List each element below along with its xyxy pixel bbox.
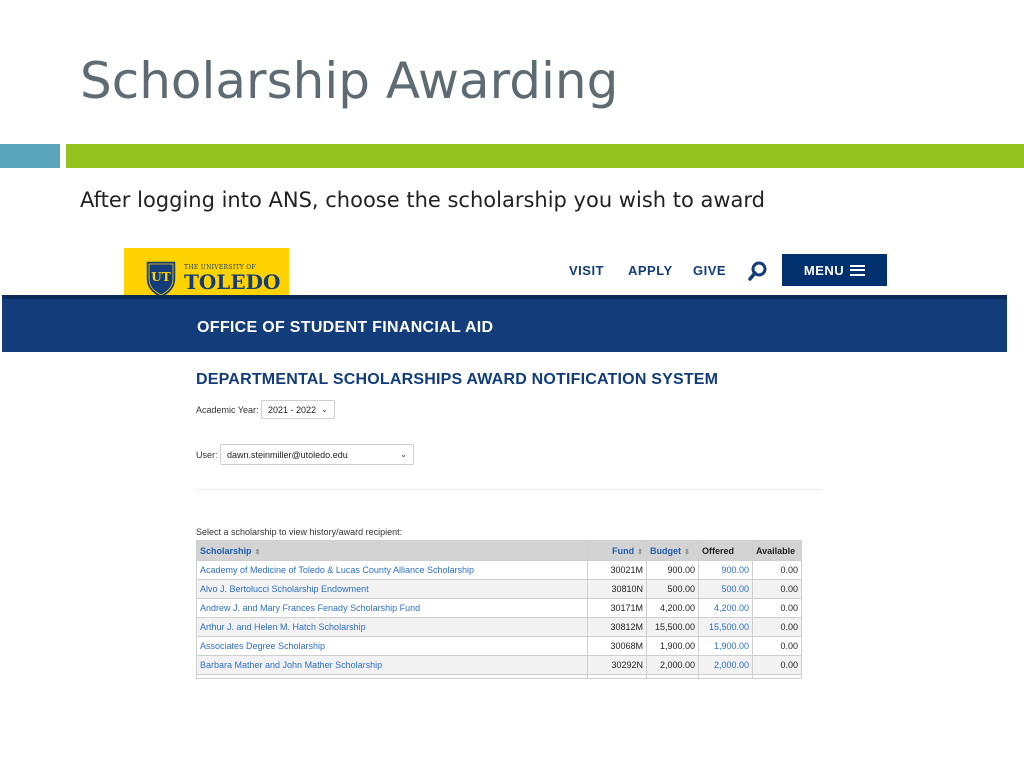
- offered-link[interactable]: 15,500.00: [699, 618, 753, 637]
- available-cell: 0.00: [753, 599, 802, 618]
- offered-link[interactable]: 2,000.00: [699, 656, 753, 675]
- fund-cell: 30068M: [588, 637, 647, 656]
- divider: [196, 489, 822, 490]
- nav-apply-link[interactable]: APPLY: [628, 263, 673, 278]
- logo-big-text: TOLEDO: [184, 270, 281, 294]
- budget-cell: 500.00: [647, 580, 699, 599]
- fund-cell: 30171M: [588, 599, 647, 618]
- fund-cell: 30812M: [588, 618, 647, 637]
- column-header-fund[interactable]: Fund ⇕: [588, 541, 647, 561]
- scholarship-link[interactable]: Andrew J. and Mary Frances Fenady Scholarship Fund: [197, 599, 588, 618]
- fund-cell: 30810N: [588, 580, 647, 599]
- column-header-scholarship[interactable]: Scholarship ⇕: [197, 541, 588, 561]
- available-cell: 0.00: [753, 580, 802, 599]
- budget-cell: 1,900.00: [647, 637, 699, 656]
- slide-body-text: After logging into ANS, choose the scholarship you wish to award: [80, 188, 766, 212]
- office-title: OFFICE OF STUDENT FINANCIAL AID: [197, 319, 494, 336]
- sort-icon: ⇕: [684, 548, 690, 556]
- fund-cell: 30292N: [588, 656, 647, 675]
- sort-icon: ⇕: [254, 548, 261, 556]
- table-row: [197, 637, 802, 656]
- academic-year-select[interactable]: [261, 400, 335, 419]
- offered-link[interactable]: 4,200.00: [699, 599, 753, 618]
- table-row: [197, 656, 802, 675]
- accent-bar-green: [66, 144, 1024, 168]
- budget-cell: 2,000.00: [647, 656, 699, 675]
- nav-visit-link[interactable]: VISIT: [569, 263, 605, 278]
- system-title: DEPARTMENTAL SCHOLARSHIPS AWARD NOTIFICATION SYSTEM: [196, 371, 719, 388]
- menu-label: MENU: [803, 262, 845, 278]
- sort-icon: ⇕: [637, 548, 643, 556]
- available-cell: 0.00: [753, 656, 802, 675]
- logo-mark: UT: [151, 269, 171, 284]
- offered-link[interactable]: 1,900.00: [699, 637, 753, 656]
- slide-title: Scholarship Awarding: [80, 52, 619, 110]
- table-row: [197, 618, 802, 637]
- available-cell: 0.00: [753, 618, 802, 637]
- scholarship-link[interactable]: Barbara Mather and John Mather Scholarship: [197, 656, 588, 675]
- scholarship-table: [196, 540, 802, 679]
- shield-icon: [144, 259, 178, 299]
- academic-year-label: Academic Year:: [196, 405, 259, 415]
- scholarship-link[interactable]: Arthur J. and Helen M. Hatch Scholarship: [197, 618, 588, 637]
- hamburger-icon: [850, 265, 865, 276]
- embedded-screenshot: [0, 238, 1024, 688]
- column-header-offered: Offered: [699, 541, 753, 561]
- offered-link[interactable]: 500.00: [699, 580, 753, 599]
- budget-cell: 15,500.00: [647, 618, 699, 637]
- table-row: [197, 580, 802, 599]
- budget-cell: 4,200.00: [647, 599, 699, 618]
- table-row-partial: [197, 675, 802, 679]
- instructions-text: Select a scholarship to view history/award recipient:: [196, 527, 403, 537]
- accent-bar-teal: [0, 144, 60, 168]
- logo-small-text: THE UNIVERSITY OF: [184, 264, 256, 271]
- office-header-bar: [2, 295, 1007, 352]
- chevron-down-icon: ⌄: [400, 450, 407, 459]
- nav-give-link[interactable]: GIVE: [693, 263, 727, 278]
- search-icon[interactable]: [747, 260, 769, 282]
- menu-button[interactable]: [782, 254, 887, 286]
- user-value: dawn.steinmiller@utoledo.edu: [227, 449, 348, 460]
- column-header-budget[interactable]: Budget ⇕: [647, 541, 699, 561]
- fund-cell: 30021M: [588, 561, 647, 580]
- chevron-down-icon: ⌄: [321, 405, 328, 414]
- academic-year-value: 2021 - 2022: [268, 404, 317, 415]
- table-row: [197, 561, 802, 580]
- available-cell: 0.00: [753, 637, 802, 656]
- column-header-available: Available: [753, 541, 802, 561]
- budget-cell: 900.00: [647, 561, 699, 580]
- scholarship-link[interactable]: Academy of Medicine of Toledo & Lucas County Alliance Scholarship: [197, 561, 588, 580]
- available-cell: 0.00: [753, 561, 802, 580]
- scholarship-link[interactable]: Alvo J. Bertolucci Scholarship Endowment: [197, 580, 588, 599]
- offered-link[interactable]: 900.00: [699, 561, 753, 580]
- user-select[interactable]: [220, 444, 414, 465]
- table-row: [197, 599, 802, 618]
- table-header-row: [197, 541, 802, 561]
- user-label: User:: [196, 450, 218, 460]
- scholarship-link[interactable]: Associates Degree Scholarship: [197, 637, 588, 656]
